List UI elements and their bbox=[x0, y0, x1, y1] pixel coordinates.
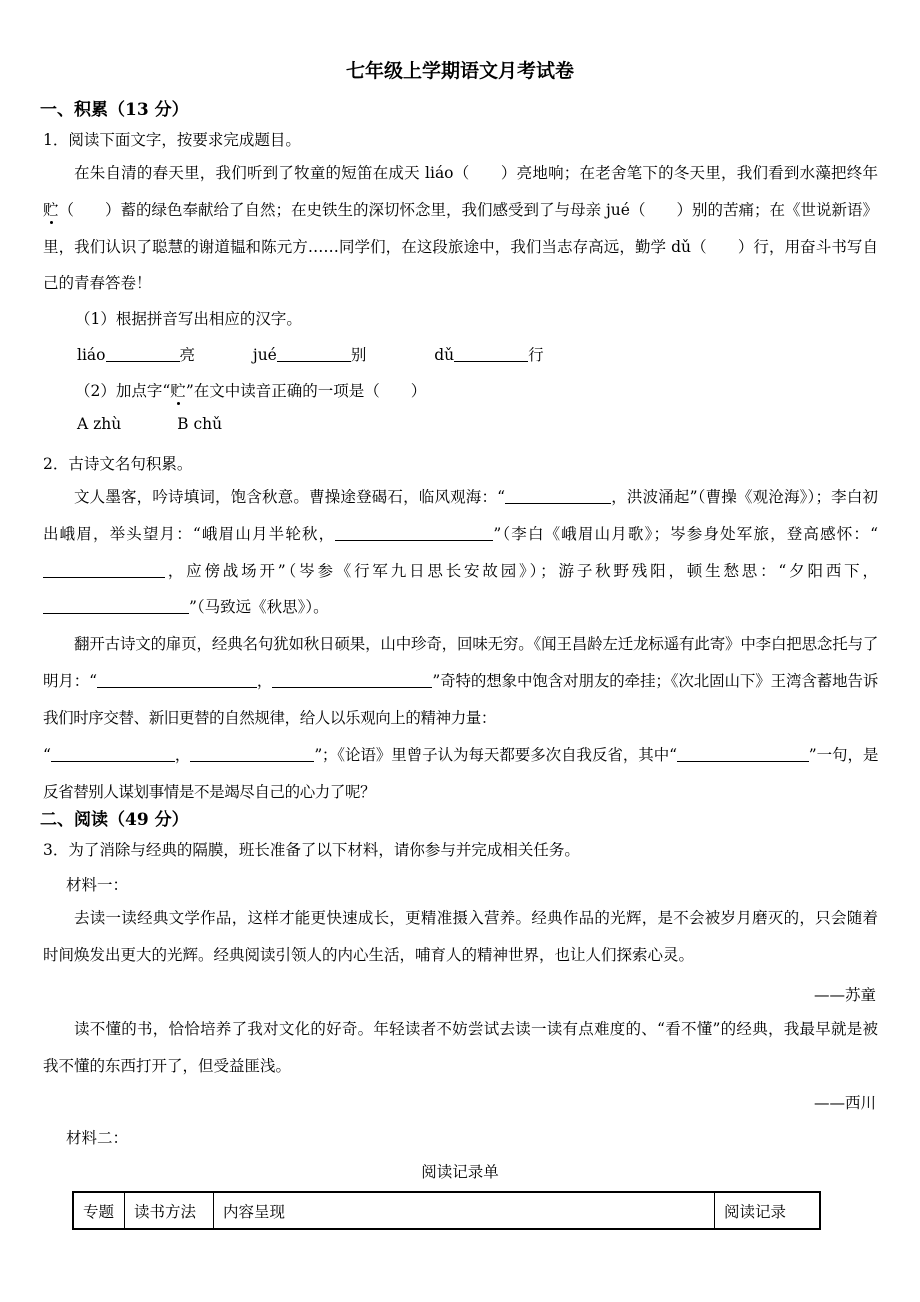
fill1-char: 亮 bbox=[179, 346, 196, 364]
reading-record-title: 阅读记录单 bbox=[421, 1163, 499, 1181]
fill2-char: 别 bbox=[350, 346, 367, 364]
reading-record-table bbox=[72, 1191, 821, 1230]
fill3-char: 行 bbox=[528, 346, 544, 364]
table-header-content: 内容呈现 bbox=[214, 1192, 715, 1229]
q2-prompt: 2．古诗文名句积累。 bbox=[43, 455, 193, 473]
page-title: 七年级上学期语文月考试卷 bbox=[345, 60, 574, 82]
q1-passage-part1: 在朱自清的春天里，我们听到了牧童的短笛在成天 liáo（ ）亮地响；在老舍笔下的冬天里，我们看到水藻把终年 bbox=[74, 164, 878, 182]
section-1-heading: 一、积累（13 分） bbox=[40, 100, 189, 120]
q1-passage bbox=[43, 155, 878, 302]
q1-sub2 bbox=[75, 379, 426, 401]
q1-sub2-pre: （2）加点字“ bbox=[75, 382, 171, 400]
q2-blank-4[interactable] bbox=[43, 598, 189, 615]
q2-p1-a: 文人墨客，吟诗填词，饱含秋意。曹操途登碣石，临风观海：“ bbox=[74, 488, 506, 506]
q2-p1-d: ，应傍战场开”（岑参《行军九日思长安故园》）；游子秋野残阳，顿生愁思：“夕阳西下， bbox=[165, 561, 878, 580]
q1-sub1: （1）根据拼音写出相应的汉字。 bbox=[75, 310, 302, 328]
q2-p2-b: ， bbox=[256, 671, 273, 690]
material-1-paragraph-2: 读不懂的书，恰恰培养了我对文化的好奇。年轻读者不妨尝试去读一读有点难度的、“看不懂”的经典，我最早就是被我不懂的东西打开了，但受益匪浅。 bbox=[43, 1020, 878, 1075]
option-b[interactable]: B chǔ bbox=[177, 415, 223, 433]
q2-p2-a: 翻开古诗文的扉页，经典名句犹如秋日硕果，山中珍奇，回味无穷。《闻王昌龄左迁龙标遥有此寄》中李白把思念托与了明月：“ bbox=[43, 635, 878, 690]
fill2-pinyin: jué bbox=[252, 346, 277, 364]
table-header-topic: 专题 bbox=[73, 1192, 125, 1229]
q1-passage-part2: （ ）蓄的绿色奉献给了自然；在史铁生的深切怀念里，我们感受到了与母亲 jué（ ）别的苦痛；在《世说新语》里，我们认识了聪慧的谢道韫和陈元方……同学们，在这段旅途中，我们当志存高远，勤学 dǔ（ ）行，用奋斗书写自己的青春答卷！ bbox=[43, 200, 878, 293]
q1-prompt: 1．阅读下面文字，按要求完成题目。 bbox=[43, 131, 301, 149]
signature-sutong: ——苏童 bbox=[813, 986, 876, 1004]
q2-blank-1[interactable] bbox=[505, 488, 611, 505]
option-a[interactable]: A zhù bbox=[77, 415, 122, 433]
q2-p2-d: “ bbox=[43, 746, 51, 764]
q2-p1-b: ，洪波涌起”（曹操《观沧海》）；李白初出峨眉，举头望月：“峨眉山月半轮秋， bbox=[43, 488, 878, 543]
q2-blank-5[interactable] bbox=[97, 671, 257, 688]
q2-blank-9[interactable] bbox=[677, 746, 809, 763]
q2-p1-c: ”（李白《峨眉山月歌》；岑参身处军旅，登高感怀：“ bbox=[493, 524, 878, 543]
signature-xichuan: ——西川 bbox=[813, 1094, 876, 1112]
q2-paragraph-3 bbox=[43, 737, 878, 811]
q2-blank-2[interactable] bbox=[335, 524, 493, 541]
q2-blank-8[interactable] bbox=[190, 746, 314, 763]
fill3-pinyin: dǔ bbox=[434, 346, 455, 364]
q2-paragraph-2 bbox=[43, 626, 878, 736]
q2-p2-g: ”一句，是反省替别人谋划事情是不是竭尽自己的心力了呢？ bbox=[43, 746, 878, 801]
fill1-pinyin: liáo bbox=[77, 346, 106, 364]
fill1-blank[interactable] bbox=[106, 346, 180, 363]
q2-blank-7[interactable] bbox=[51, 746, 175, 763]
section-2-heading: 二、阅读（49 分） bbox=[40, 810, 189, 830]
q1-fill-blanks bbox=[77, 343, 544, 365]
table-header-record: 阅读记录 bbox=[715, 1192, 821, 1229]
q1-options bbox=[77, 415, 222, 433]
q2-paragraph-1 bbox=[43, 479, 878, 626]
q2-p2-e: ， bbox=[174, 746, 191, 764]
q1-sub2-emph-char: 贮 bbox=[170, 382, 186, 400]
fill3-blank[interactable] bbox=[454, 346, 528, 363]
q2-p2-f: ”；《论语》里曾子认为每天都要多次自我反省，其中“ bbox=[314, 746, 677, 764]
q2-p2-c: ”奇特的想象中饱含对朋友的牵挂；《次北固山下》王湾含蓄地告诉我们时序交替、新旧更替的自然规律，给人以乐观向上的精神力量： bbox=[43, 671, 878, 727]
q2-blank-3[interactable] bbox=[43, 561, 165, 578]
table-header-row bbox=[73, 1192, 820, 1229]
material-1-paragraph-1: 去读一读经典文学作品，这样才能更快速成长，更精准摄入营养。经典作品的光辉，是不会被岁月磨灭的，只会随着时间焕发出更大的光辉。经典阅读引领人的内心生活，哺育人的精神世界，也让人们探索心灵。 bbox=[43, 909, 878, 964]
table-header-method: 读书方法 bbox=[125, 1192, 214, 1229]
q2-p1-e: ”（马致远《秋思》）。 bbox=[189, 598, 329, 617]
q3-prompt: 3．为了消除与经典的隔膜，班长准备了以下材料，请你参与并完成相关任务。 bbox=[43, 841, 580, 859]
q2-blank-6[interactable] bbox=[272, 671, 432, 688]
material-1-label: 材料一： bbox=[66, 876, 129, 894]
material-2-label: 材料二： bbox=[66, 1129, 129, 1147]
q1-sub2-post: ”在文中读音正确的一项是（ ） bbox=[185, 382, 427, 400]
fill2-blank[interactable] bbox=[277, 346, 351, 363]
emphasized-char: 贮 bbox=[43, 200, 59, 219]
